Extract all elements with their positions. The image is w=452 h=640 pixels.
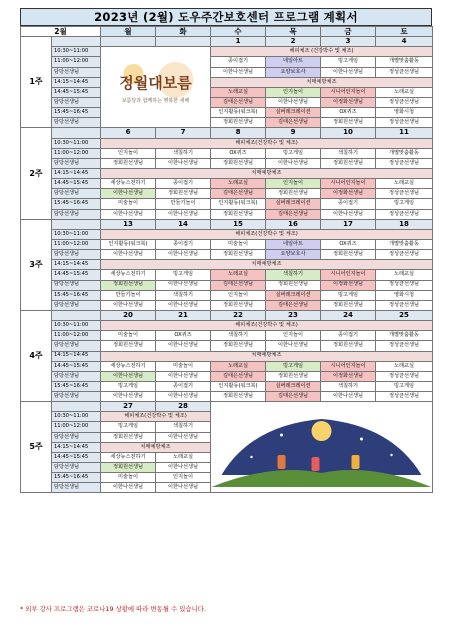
program-cell: 정회원선생님 (321, 250, 376, 260)
program-cell: 이한나선생님 (101, 483, 156, 493)
program-cell: 실버레크레이션 (266, 381, 321, 391)
program-cell: OX퀴즈 (211, 148, 266, 158)
time-label: 15:45~16:45 (52, 199, 101, 209)
program-cell: 정회원선생님 (156, 189, 211, 199)
time-label: 14:15~14:45 (52, 168, 101, 178)
time-row (21, 179, 433, 189)
program-cell: 색칠하기 (156, 422, 211, 432)
program-cell: 이한나선생님 (266, 97, 321, 107)
time-label: 11:00~12:00 (52, 331, 101, 341)
program-cell: 정성균선생님 (376, 341, 433, 351)
program-cell: 김태은선생님 (266, 300, 321, 310)
program-cell: 빙고게임 (321, 290, 376, 300)
date-row (21, 37, 433, 47)
time-label: 14:45~15:45 (52, 270, 101, 280)
morning-exercise: 해피체조(건강박수 및 체조) (101, 412, 211, 422)
week-label: 5주 (21, 402, 52, 493)
program-cell: 세상뉴스전하기 (101, 270, 156, 280)
morning-exercise: 해피체조(건강박수 및 체조) (101, 138, 433, 148)
program-cell: 정성균선생님 (376, 392, 433, 402)
time-row (21, 168, 433, 178)
time-label: 14:15~14:45 (52, 351, 101, 361)
program-cell: 김태은선생님 (266, 392, 321, 402)
program-cell: 정회원선생님 (101, 158, 156, 168)
time-label: 담당선생님 (52, 341, 101, 351)
program-cell: 노래교실 (156, 452, 211, 462)
time-row (21, 371, 433, 381)
program-cell: 이한나선생님 (101, 371, 156, 381)
program-cell: 노래교실 (211, 179, 266, 189)
time-label: 14:45~15:45 (52, 179, 101, 189)
time-row (21, 250, 433, 260)
svg-text:정월대보름: 정월대보름 (119, 73, 192, 92)
time-row (21, 361, 433, 371)
morning-exercise: 해피체조(건강박수 및 체조) (101, 229, 433, 239)
program-cell: 인지놀이 (211, 290, 266, 300)
date-row-spacer (52, 219, 101, 229)
blank-area (211, 402, 433, 493)
program-cell: 정회원선생님 (321, 300, 376, 310)
week-label: 4주 (21, 310, 52, 401)
program-cell: 김태은선생님 (266, 118, 321, 128)
program-cell: 만들기놀이 (156, 199, 211, 209)
program-cell: 종이접기 (211, 57, 266, 67)
program-cell: 만들기놀이 (101, 290, 156, 300)
month-label: 2월 (21, 27, 101, 37)
program-cell: 정회원선생님 (211, 158, 266, 168)
time-label: 11:00~12:00 (52, 148, 101, 158)
date-cell: 28 (156, 402, 211, 412)
program-cell: 이한나선생님 (101, 250, 156, 260)
program-cell: 정성균선생님 (376, 118, 433, 128)
date-cell: 17 (321, 219, 376, 229)
time-label: 담당선생님 (52, 118, 101, 128)
time-label: 11:00~12:00 (52, 57, 101, 67)
time-label: 담당선생님 (52, 371, 101, 381)
program-cell: 이한나선생님 (156, 158, 211, 168)
date-cell: 4 (376, 37, 433, 47)
program-cell: 정회원선생님 (211, 209, 266, 219)
date-cell: 8 (211, 128, 266, 138)
time-label: 담당선생님 (52, 463, 101, 473)
program-cell: 미술놀이 (101, 199, 156, 209)
program-cell: 이한나선생님 (156, 250, 211, 260)
night-festival-illustration (211, 405, 432, 489)
program-cell: 노래교실 (376, 361, 433, 371)
program-cell: 정성균선생님 (376, 250, 433, 260)
program-cell: 인지놀이 (156, 473, 211, 483)
program-cell: 김태은선생님 (266, 209, 321, 219)
program-cell: 정성균선생님 (376, 189, 433, 199)
program-cell: 이한나선생님 (156, 371, 211, 381)
morning-exercise: 해피체조 (건강박수 및 체조) (211, 47, 433, 57)
time-label: 10:30~11:00 (52, 412, 101, 422)
afternoon-exercise: 치매예방체조 (101, 351, 433, 361)
date-row (21, 310, 433, 320)
program-cell: 빙고게임 (266, 148, 321, 158)
program-cell: 정회원선생님 (266, 189, 321, 199)
date-cell: 27 (101, 402, 156, 412)
program-cell: 시니어인지놀이 (321, 179, 376, 189)
time-label: 14:45~15:45 (52, 361, 101, 371)
program-cell: 실버레크레이션 (266, 199, 321, 209)
program-cell: 세상뉴스전하기 (101, 179, 156, 189)
time-row (21, 118, 433, 128)
time-row (21, 331, 433, 341)
day-header: 금 (321, 27, 376, 37)
program-cell: 김태은선생님 (211, 189, 266, 199)
program-calendar-table (20, 26, 433, 493)
program-cell: 종이접기 (321, 199, 376, 209)
program-cell: 이한나선생님 (156, 463, 211, 473)
time-row (21, 148, 433, 158)
program-cell: 이한나선생님 (156, 300, 211, 310)
program-cell: 정회원선생님 (321, 158, 376, 168)
program-cell: 개별맞춤활동 (376, 57, 433, 67)
afternoon-exercise: 치매예방체조 (101, 442, 211, 452)
date-cell: 16 (266, 219, 321, 229)
date-cell: 21 (156, 310, 211, 320)
page-title: 2023년 (2월) 도우주간보호센터 프로그램 계획서 (20, 8, 432, 26)
time-row (21, 392, 433, 402)
program-cell: 요양보호사 (266, 67, 321, 77)
week-label: 3주 (21, 219, 52, 310)
time-label: 14:15~14:45 (52, 442, 101, 452)
time-row (21, 290, 433, 300)
time-label: 담당선생님 (52, 300, 101, 310)
program-cell: 정회원선생님 (211, 341, 266, 351)
program-cell: 미술놀이 (156, 361, 211, 371)
footnote: * 외부 강사 프로그램은 코로나19 상황에 따라 변동될 수 있습니다. (20, 605, 206, 613)
time-row (21, 321, 433, 331)
time-label: 11:00~12:00 (52, 239, 101, 249)
program-cell: 이한나선생님 (101, 189, 156, 199)
date-cell: 1 (211, 37, 266, 47)
time-label: 11:00~12:00 (52, 422, 101, 432)
time-row (21, 57, 433, 67)
time-label: 15:45~16:45 (52, 473, 101, 483)
program-cell: 인지놀이 (101, 148, 156, 158)
time-row (21, 77, 433, 87)
day-header: 수 (211, 27, 266, 37)
program-cell: 이한나선생님 (156, 392, 211, 402)
program-cell: 노래교실 (211, 87, 266, 97)
program-cell: 세상뉴스전하기 (101, 452, 156, 462)
program-cell: 미술놀이 (101, 331, 156, 341)
full-moon-logo (101, 47, 211, 128)
program-cell: 실버레크레이션 (266, 108, 321, 118)
date-cell: 14 (156, 219, 211, 229)
date-row (21, 402, 433, 412)
time-label: 15:45~16:45 (52, 290, 101, 300)
program-cell: 빙고게임 (266, 361, 321, 371)
program-cell: 네일아트 (266, 239, 321, 249)
program-cell: 개별맞춤활동 (376, 239, 433, 249)
date-cell: 3 (321, 37, 376, 47)
program-cell: 정성균선생님 (376, 67, 433, 77)
program-cell: 정회원선생님 (211, 118, 266, 128)
program-cell: 미술놀이 (101, 473, 156, 483)
program-cell: 시니어인지놀이 (321, 270, 376, 280)
program-cell: 색칠하기 (321, 148, 376, 158)
program-cell: 정회원선생님 (101, 432, 156, 442)
time-label: 10:30~11:00 (52, 138, 101, 148)
program-cell: 색칠하기 (156, 290, 211, 300)
time-row (21, 280, 433, 290)
program-cell: 이정화선생님 (321, 189, 376, 199)
time-row (21, 381, 433, 391)
time-row (21, 189, 433, 199)
time-row (21, 341, 433, 351)
time-row (21, 87, 433, 97)
program-cell: 세상뉴스전하기 (101, 361, 156, 371)
program-cell: 종이접기 (156, 239, 211, 249)
date-cell: 10 (321, 128, 376, 138)
morning-exercise: 해피체조(건강박수 및 체조) (101, 321, 433, 331)
program-cell: 이한나선생님 (266, 158, 321, 168)
date-row-spacer (52, 310, 101, 320)
day-header: 월 (101, 27, 156, 37)
afternoon-exercise: 치매예방체조 (101, 260, 433, 270)
program-cell: 정성균선생님 (376, 97, 433, 107)
program-cell: 정회원선생님 (211, 392, 266, 402)
program-cell: 정성균선생님 (376, 371, 433, 381)
time-row (21, 300, 433, 310)
time-row (21, 108, 433, 118)
program-cell: 정성균선생님 (376, 300, 433, 310)
time-label: 담당선생님 (52, 483, 101, 493)
header-row (21, 27, 433, 37)
program-cell: 색칠하기 (266, 270, 321, 280)
date-row (21, 128, 433, 138)
program-cell: 개별맞춤활동 (376, 148, 433, 158)
program-cell: 이정화선생님 (321, 97, 376, 107)
time-label: 담당선생님 (52, 432, 101, 442)
program-cell: 빙고게임 (101, 422, 156, 432)
program-cell: 종이접기 (321, 331, 376, 341)
program-cell: 김태은선생님 (211, 371, 266, 381)
time-label: 15:45~16:45 (52, 108, 101, 118)
program-cell: 색칠하기 (321, 381, 376, 391)
time-row (21, 47, 433, 57)
program-cell: 색칠하기 (156, 148, 211, 158)
program-cell: 이정화선생님 (321, 280, 376, 290)
program-cell: 종이접기 (156, 381, 211, 391)
program-cell: 이한나선생님 (156, 280, 211, 290)
program-cell: 이한나선생님 (101, 392, 156, 402)
time-row (21, 239, 433, 249)
time-row (21, 158, 433, 168)
date-row-spacer (52, 128, 101, 138)
time-row (21, 209, 433, 219)
time-label: 담당선생님 (52, 158, 101, 168)
program-cell: 인지놀이 (266, 179, 321, 189)
program-cell: 종이접기 (156, 179, 211, 189)
program-cell: 빙고게임 (101, 381, 156, 391)
program-cell: 이한나선생님 (156, 209, 211, 219)
date-cell: 7 (156, 128, 211, 138)
program-cell: 정성균선생님 (376, 209, 433, 219)
time-row (21, 138, 433, 148)
day-header: 목 (266, 27, 321, 37)
time-label: 담당선생님 (52, 250, 101, 260)
program-cell: OX퀴즈 (321, 108, 376, 118)
time-label: 14:15~14:45 (52, 260, 101, 270)
time-label: 14:15~14:45 (52, 77, 101, 87)
program-cell: 이한나선생님 (156, 341, 211, 351)
date-cell (101, 37, 156, 47)
time-row (21, 97, 433, 107)
time-row (21, 67, 433, 77)
program-cell: 정회원선생님 (211, 300, 266, 310)
afternoon-exercise: 치매예방체조 (211, 77, 433, 87)
program-cell: 노래교실 (376, 87, 433, 97)
program-cell: 김태은선생님 (211, 97, 266, 107)
program-cell: 이한나선생님 (101, 300, 156, 310)
program-cell: 영화시청 (376, 108, 433, 118)
time-row (21, 270, 433, 280)
program-cell: 시니어인지놀이 (321, 361, 376, 371)
date-cell: 24 (321, 310, 376, 320)
time-row (21, 260, 433, 270)
date-cell (156, 37, 211, 47)
date-cell: 22 (211, 310, 266, 320)
program-cell: 빙고게임 (321, 57, 376, 67)
program-cell: 실버레크레이션 (266, 290, 321, 300)
time-label: 담당선생님 (52, 189, 101, 199)
date-row-spacer (52, 402, 101, 412)
day-header: 화 (156, 27, 211, 37)
program-cell: 정회원선생님 (321, 341, 376, 351)
date-row (21, 219, 433, 229)
program-cell: 정회원선생님 (211, 250, 266, 260)
program-cell: 정회원선생님 (266, 371, 321, 381)
time-label: 14:45~15:45 (52, 87, 101, 97)
program-cell: 이한나선생님 (321, 209, 376, 219)
program-cell: 이한나선생님 (266, 341, 321, 351)
time-label: 담당선생님 (52, 392, 101, 402)
program-cell: OX퀴즈 (321, 239, 376, 249)
program-cell: 미술놀이 (211, 239, 266, 249)
time-row (21, 199, 433, 209)
program-cell: 김태은선생님 (211, 280, 266, 290)
program-cell: 인지활동(워크북) (101, 239, 156, 249)
program-cell: 정성균선생님 (376, 280, 433, 290)
program-cell: 이한나선생님 (321, 392, 376, 402)
day-header: 토 (376, 27, 433, 37)
program-cell: 요양보호사 (266, 250, 321, 260)
program-cell: 영화시청 (376, 290, 433, 300)
time-label: 10:30~11:00 (52, 229, 101, 239)
program-cell: 이한나선생님 (101, 209, 156, 219)
program-cell: 인지활동(워크북) (211, 108, 266, 118)
program-cell: 인지활동(워크북) (211, 381, 266, 391)
program-cell: 색칠하기 (211, 331, 266, 341)
program-cell: 정회원선생님 (101, 463, 156, 473)
program-cell: 노래교실 (376, 270, 433, 280)
program-cell: 노래교실 (376, 179, 433, 189)
afternoon-exercise: 치매예방체조 (101, 168, 433, 178)
program-cell: 노래교실 (211, 270, 266, 280)
date-cell: 13 (101, 219, 156, 229)
program-cell: 정회원선생님 (101, 341, 156, 351)
program-cell: 시니어인지놀이 (321, 87, 376, 97)
date-cell: 6 (101, 128, 156, 138)
time-row (21, 351, 433, 361)
time-label: 10:30~11:00 (52, 321, 101, 331)
date-cell: 20 (101, 310, 156, 320)
program-cell: 이한나선생님 (321, 67, 376, 77)
program-cell: 이정화선생님 (321, 371, 376, 381)
date-cell: 9 (266, 128, 321, 138)
date-cell: 18 (376, 219, 433, 229)
program-cell: 노래교실 (211, 361, 266, 371)
time-label: 담당선생님 (52, 280, 101, 290)
program-cell: OX퀴즈 (156, 331, 211, 341)
time-label: 15:45~16:45 (52, 381, 101, 391)
time-label: 담당선생님 (52, 67, 101, 77)
time-row (21, 229, 433, 239)
program-cell: 이한나선생님 (156, 483, 211, 493)
program-cell: 빙고게임 (156, 270, 211, 280)
date-cell: 15 (211, 219, 266, 229)
date-cell: 2 (266, 37, 321, 47)
program-cell: 개별맞춤활동 (376, 331, 433, 341)
date-cell: 23 (266, 310, 321, 320)
time-label: 담당선생님 (52, 97, 101, 107)
program-cell: 이한나선생님 (156, 432, 211, 442)
date-row-spacer (52, 37, 101, 47)
week-label: 2주 (21, 128, 52, 219)
program-cell: 정회원선생님 (321, 118, 376, 128)
program-cell: 정회원선생님 (101, 280, 156, 290)
time-label: 담당선생님 (52, 209, 101, 219)
time-label: 14:45~15:45 (52, 452, 101, 462)
program-cell: 네일아트 (266, 57, 321, 67)
program-cell: 이한나선생님 (211, 67, 266, 77)
program-cell: 인지놀이 (266, 331, 321, 341)
program-cell: 인지놀이 (266, 87, 321, 97)
date-cell: 25 (376, 310, 433, 320)
week-label: 1주 (21, 37, 52, 128)
program-cell: 정성균선생님 (376, 158, 433, 168)
program-cell: 정회원선생님 (266, 280, 321, 290)
svg-text:보름달과 함께하는 행복한 새해: 보름달과 함께하는 행복한 새해 (121, 97, 190, 104)
program-cell: 인지활동(워크북) (211, 199, 266, 209)
time-label: 10:30~11:00 (52, 47, 101, 57)
full-moon-logo-art (101, 50, 210, 123)
program-cell: 빙고게임 (376, 381, 433, 391)
date-cell: 11 (376, 128, 433, 138)
program-cell: 빙고게임 (376, 199, 433, 209)
